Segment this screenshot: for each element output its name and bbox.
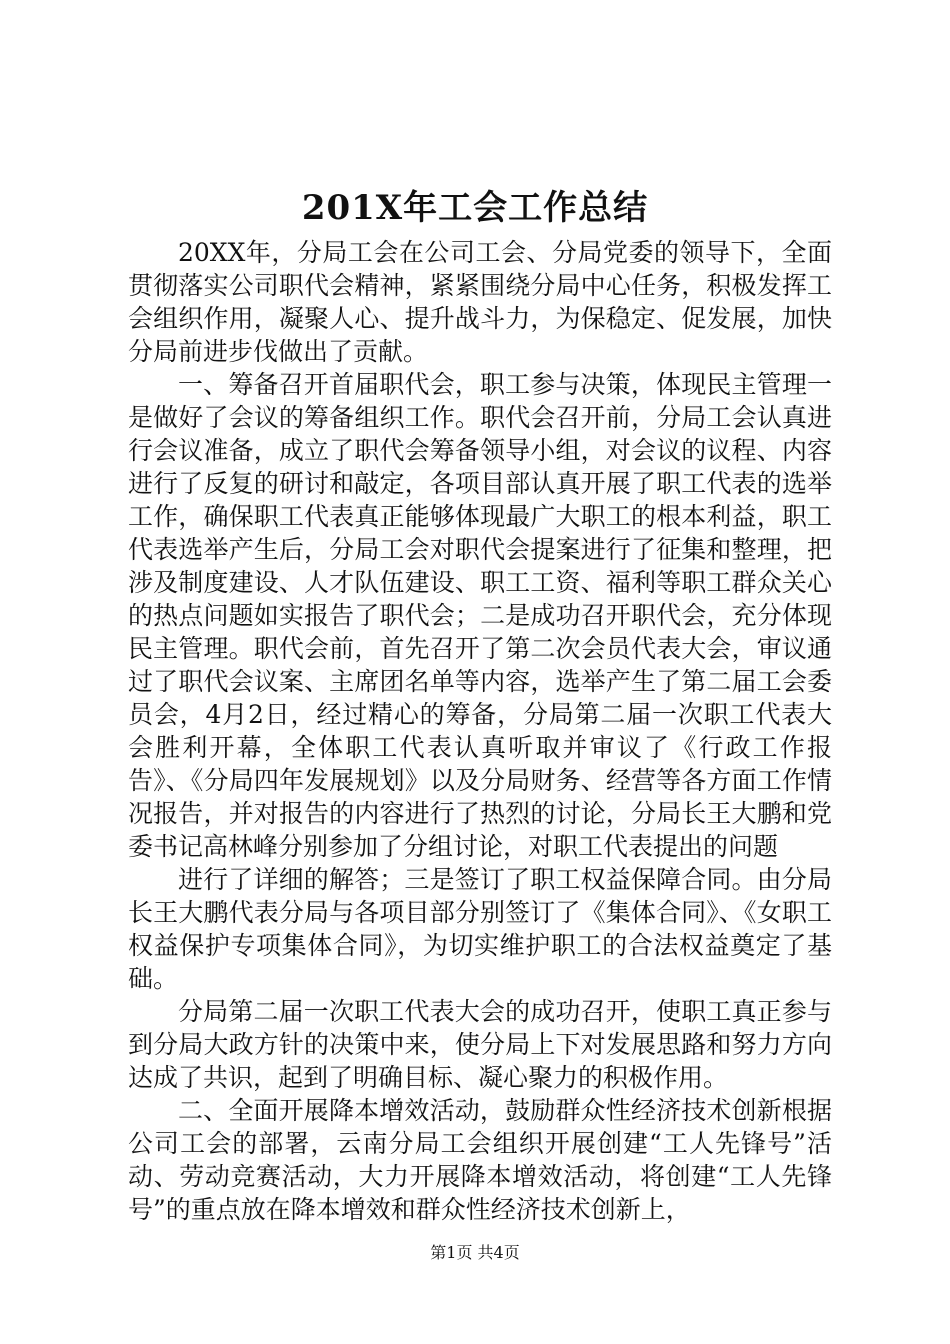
paragraph-intro: 20XX年，分局工会在公司工会、分局党委的领导下，全面贯彻落实公司职代会精神，紧紧围绕分局中心任务，积极发挥工会组织作用，凝聚人心、提升战斗力，为保稳定、促发展，加快分局前进步伐做出了贡献。 (128, 238, 832, 366)
paragraph-section-one: 一、筹备召开首届职代会，职工参与决策，体现民主管理一是做好了会议的筹备组织工作。职代会召开前，分局工会认真进行会议准备，成立了职代会筹备领导小组，对会议的议程、内容进行了反复的研讨和敲定，各项目部认真开展了职工代表的选举工作，确保职工代表真正能够体现最广大职工的根本利益，职工代表选举产生后，分局工会对职代会提案进行了征集和整理，把涉及制度建设、人才队伍建设、职工工资、福利等职工群众关心的热点问题如实报告了职代会；二是成功召开职代会，充分体现民主管理。职代会前，首先召开了第二次会员代表大会，审议通过了职代会议案、主席团名单等内容，选举产生了第二届工会委员会，4月2日，经过精心的筹备，分局第二届一次职工代表大会胜利开幕，全体职工代表认真听取并审议了《行政工作报告》、《分局四年发展规划》以及分局财务、经营等各方面工作情况报告，并对报告的内容进行了热烈的讨论，分局长王大鹏和党委书记高林峰分别参加了分组讨论，对职工代表提出的问题 (128, 370, 832, 861)
paragraph-section-one-summary: 分局第二届一次职工代表大会的成功召开，使职工真正参与到分局大政方针的决策中来，使分局上下对发展思路和努力方向达成了共识，起到了明确目标、凝心聚力的积极作用。 (128, 997, 832, 1092)
paragraph-section-one-continued: 进行了详细的解答；三是签订了职工权益保障合同。由分局长王大鹏代表分局与各项目部分别签订了《集体合同》、《女职工权益保护专项集体合同》，为切实维护职工的合法权益奠定了基础。 (128, 865, 832, 993)
page-number-footer: 第1页 共4页 (430, 1243, 520, 1262)
paragraph-section-two: 二、全面开展降本增效活动，鼓励群众性经济技术创新根据公司工会的部署，云南分局工会组织开展创建“工人先锋号”活动、劳动竞赛活动，大力开展降本增效活动，将创建“工人先锋号”的重点放在降本增效和群众性经济技术创新上， (128, 1096, 832, 1224)
document-body (128, 236, 832, 1226)
document-title: 201X年工会工作总结 (301, 188, 649, 228)
